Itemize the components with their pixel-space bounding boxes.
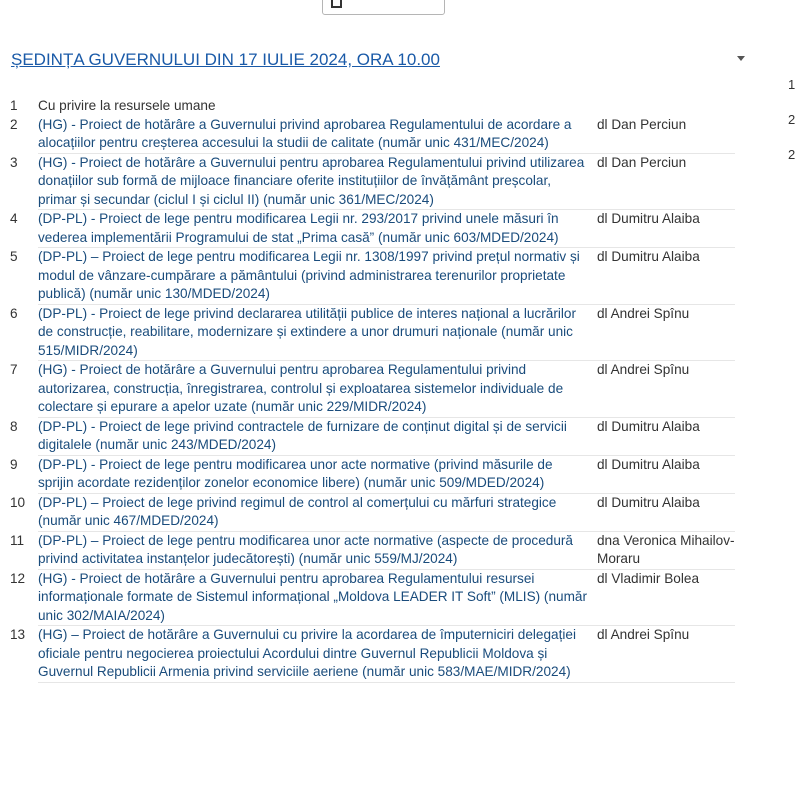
edge-fragment: 2 (788, 147, 795, 162)
agenda-row (0, 626, 740, 683)
agenda-number: 7 (10, 362, 18, 377)
agenda-row (0, 361, 740, 418)
checkbox-icon[interactable] (331, 0, 342, 8)
agenda-item-text[interactable]: (DP-PL) - Proiect de lege privind declararea utilității publice de interes național a lucrărilor de construcție, reabilitare, modernizare și extindere a unor drumuri naționale (număr unic 515/MIDR/2024) (38, 305, 593, 362)
agenda-speaker: dl Andrei Spînu (593, 361, 735, 418)
agenda-row (0, 570, 740, 627)
agenda-number: 3 (10, 154, 18, 170)
agenda-row (0, 210, 740, 248)
agenda-item-text[interactable]: (HG) - Proiect de hotărâre a Guvernului privind aprobarea Regulamentului de acordare a alocațiilor pentru creșterea accesului la studii de calitate (număr unic 431/MEC/2024) (38, 116, 593, 154)
agenda-number: 6 (10, 305, 18, 321)
agenda-speaker: dl Dumitru Alaiba (593, 210, 735, 248)
agenda-row (0, 494, 740, 532)
edge-fragment: 1 (788, 77, 795, 92)
agenda-row (0, 532, 740, 570)
agenda-row (0, 418, 740, 456)
agenda-speaker: dl Vladimir Bolea (593, 570, 735, 627)
agenda-speaker: dl Andrei Spînu (593, 626, 735, 683)
agenda-table (0, 97, 740, 683)
agenda-item-text[interactable]: (HG) – Proiect de hotărâre a Guvernului cu privire la acordarea de împuterniciri delegației oficiale pentru negocierea proiectului Acordului dintre Guvernul Republicii Moldova și Guvernul Republicii Armenia privind serviciile aeriene (număr unic 583/MAE/MIDR/2024) (38, 626, 593, 683)
agenda-row (0, 248, 740, 305)
agenda-speaker: dl Andrei Spînu (593, 305, 735, 362)
agenda-number: 5 (10, 249, 18, 264)
agenda-number: 11 (10, 532, 25, 548)
agenda-item-text[interactable]: (DP-PL) – Proiect de lege privind regimul de control al comerțului cu mărfuri strategice (număr unic 467/MDED/2024) (38, 494, 593, 532)
agenda-speaker: dna Veronica Mihailov-Moraru (593, 532, 735, 570)
agenda-speaker: dl Dan Perciun (593, 154, 735, 211)
top-control[interactable] (322, 0, 445, 15)
agenda-item-text[interactable]: (DP-PL) – Proiect de lege pentru modificarea unor acte normative (aspecte de procedură privind activitatea instanțelor judecătorești) (număr unic 559/MJ/2024) (38, 532, 593, 570)
agenda-item-text[interactable]: (DP-PL) - Proiect de lege pentru modificarea unor acte normative (privind măsurile de sprijin acordate rezidenților zonelor economice libere) (număr unic 509/MDED/2024) (38, 456, 593, 494)
chevron-down-icon[interactable] (737, 56, 745, 61)
agenda-item-text[interactable]: (DP-PL) – Proiect de lege pentru modificarea Legii nr. 1308/1997 privind prețul normativ și modul de vânzare-cumpărare a pământului (privind administrarea terenurilor proprietate publică) (număr unic 130/MDED/2024) (38, 248, 593, 305)
agenda-row (0, 305, 740, 362)
agenda-speaker: dl Dumitru Alaiba (593, 456, 735, 494)
agenda-speaker (593, 97, 735, 116)
agenda-item-text: Cu privire la resursele umane (38, 98, 216, 113)
agenda-row (0, 456, 740, 494)
agenda-item-text[interactable]: (DP-PL) - Proiect de lege privind contractele de furnizare de conținut digital și de servicii digitalele (număr unic 243/MDED/2024) (38, 418, 593, 456)
agenda-number: 2 (10, 116, 18, 132)
agenda-item-text[interactable]: (HG) - Proiect de hotărâre a Guvernului pentru aprobarea Regulamentului privind autorizarea, construcția, înregistrarea, controlul și exploatarea sistemelor individuale de colectare și epurare a apelor uzate (număr unic 229/MIDR/2024) (38, 361, 593, 418)
agenda-row (0, 97, 740, 116)
agenda-row (0, 116, 740, 154)
edge-fragment: 2 (788, 112, 795, 127)
agenda-speaker: dl Dumitru Alaiba (593, 418, 735, 456)
agenda-number: 10 (10, 494, 26, 510)
agenda-speaker: dl Dan Perciun (593, 116, 735, 154)
agenda-row (0, 154, 740, 211)
session-title-link[interactable]: ȘEDINȚA GUVERNULUI DIN 17 IULIE 2024, ORA 10.00 (11, 50, 440, 69)
agenda-number: 8 (10, 418, 18, 434)
agenda-number: 1 (10, 98, 18, 113)
agenda-number: 12 (10, 570, 26, 586)
agenda-speaker: dl Dumitru Alaiba (593, 248, 735, 305)
agenda-item-text[interactable]: (DP-PL) - Proiect de lege pentru modificarea Legii nr. 293/2017 privind unele măsuri în vederea implementării Programului de stat „Prima casă” (număr unic 603/MDED/2024) (38, 210, 593, 248)
agenda-item-text[interactable]: (HG) - Proiect de hotărâre a Guvernului pentru aprobarea Regulamentului privind utilizarea donațiilor sub formă de mijloace financiare oferite instituțiilor de învățământ preșcolar, primar și secundar (ciclul I și ciclul II) (număr unic 361/MEC/2024) (38, 154, 593, 211)
agenda-speaker: dl Dumitru Alaiba (593, 494, 735, 532)
agenda-number: 4 (10, 211, 18, 226)
agenda-number: 13 (10, 627, 26, 642)
agenda-number: 9 (10, 456, 18, 472)
agenda-item-text[interactable]: (HG) - Proiect de hotărâre a Guvernului pentru aprobarea Regulamentului resursei informaționale formate de Sistemul informațional „Moldova LEADER IT Soft” (MLIS) (număr unic 302/MAIA/2024) (38, 570, 593, 627)
